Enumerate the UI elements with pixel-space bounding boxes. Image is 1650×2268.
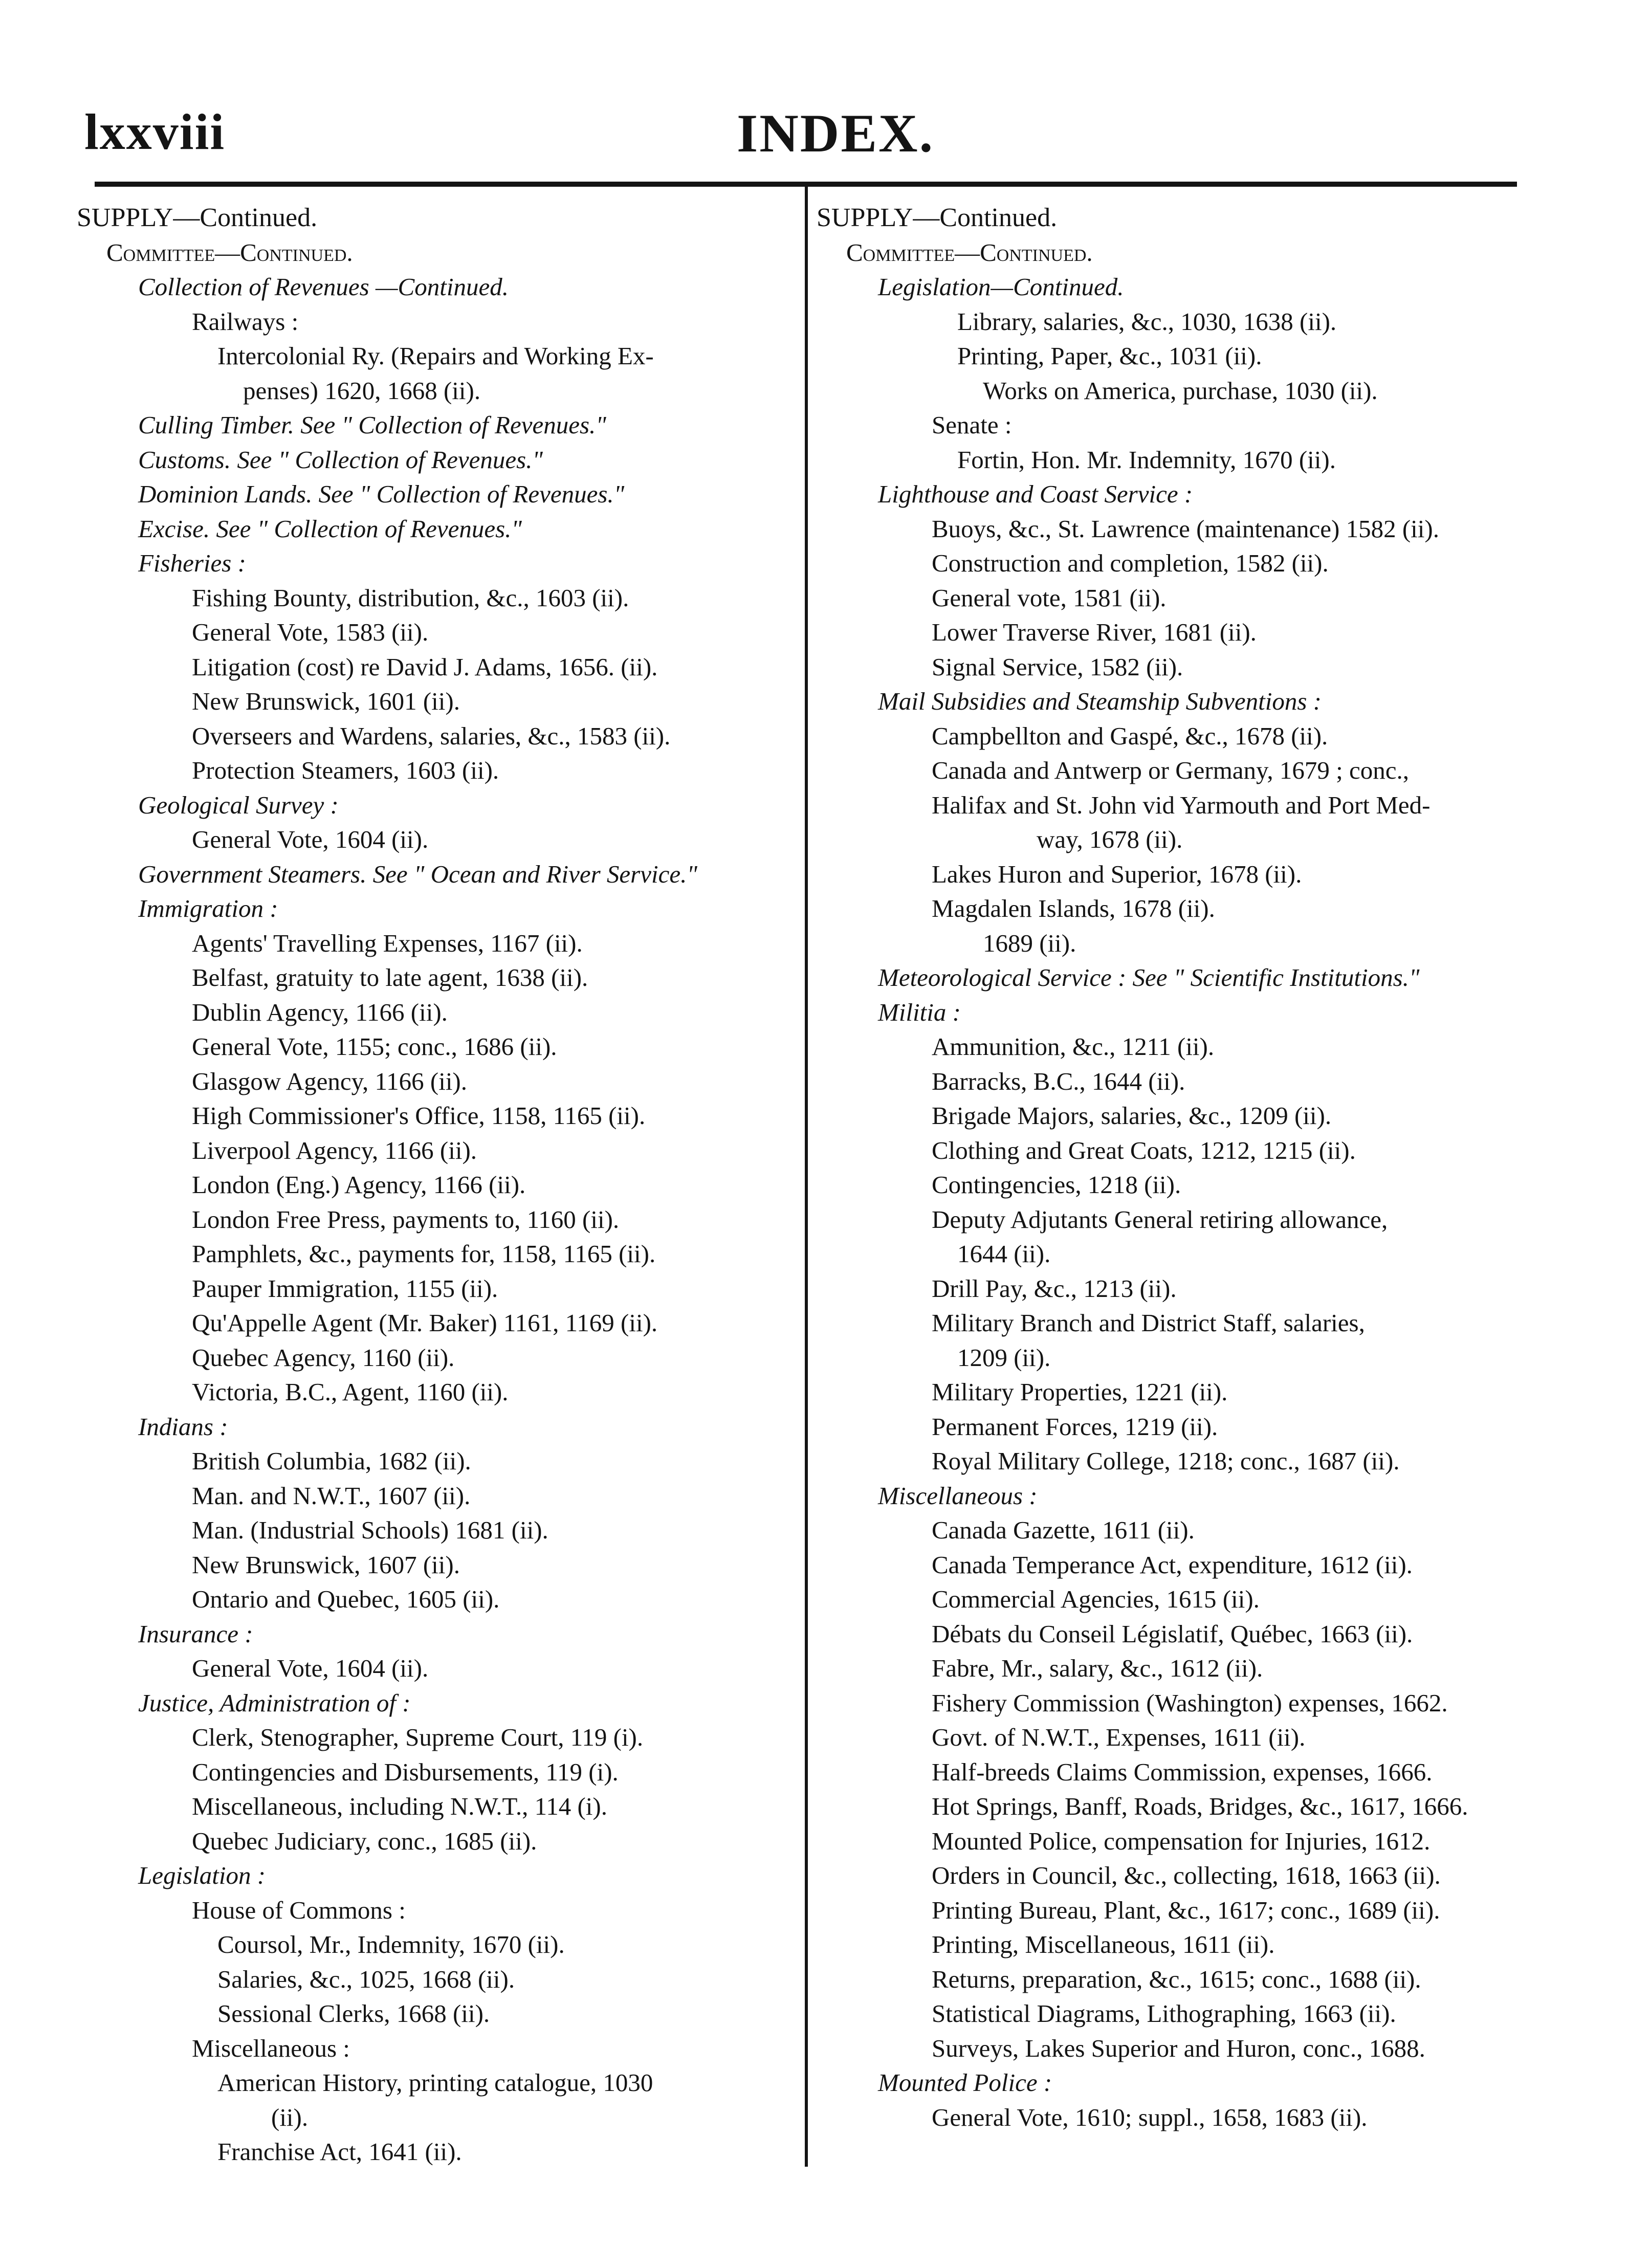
index-line: Pauper Immigration, 1155 (ii). (192, 1274, 498, 1303)
index-line: Committee—Continued. (106, 238, 353, 267)
index-line: Justice, Administration of : (138, 1688, 411, 1717)
index-line: Hot Springs, Banff, Roads, Bridges, &c., 1617, 1666. (932, 1792, 1468, 1820)
index-line: Construction and completion, 1582 (ii). (932, 549, 1329, 577)
index-line: Fisheries : (138, 549, 246, 577)
header-rule (95, 182, 1517, 187)
index-line: Franchise Act, 1641 (ii). (217, 2138, 462, 2166)
index-line: Brigade Majors, salaries, &c., 1209 (ii). (932, 1102, 1332, 1130)
index-line: Coursol, Mr., Indemnity, 1670 (ii). (217, 1930, 565, 1958)
index-line: Military Branch and District Staff, salaries, (932, 1309, 1365, 1337)
index-line: Canada Gazette, 1611 (ii). (932, 1516, 1195, 1544)
index-line: New Brunswick, 1601 (ii). (192, 687, 460, 715)
index-line: Printing, Miscellaneous, 1611 (ii). (932, 1930, 1275, 1958)
index-line: Débats du Conseil Législatif, Québec, 1663 (ii). (932, 1619, 1413, 1648)
index-line: Salaries, &c., 1025, 1668 (ii). (217, 1965, 515, 1993)
index-line: Deputy Adjutants General retiring allowance, (932, 1205, 1388, 1234)
index-line: Fabre, Mr., salary, &c., 1612 (ii). (932, 1654, 1263, 1682)
index-line: Collection of Revenues —Continued. (138, 273, 509, 301)
index-line: 1644 (ii). (957, 1240, 1051, 1268)
index-line: Sessional Clerks, 1668 (ii). (217, 1999, 490, 2028)
index-line: penses) 1620, 1668 (ii). (243, 376, 481, 405)
index-line: Senate : (932, 411, 1012, 439)
index-line: Library, salaries, &c., 1030, 1638 (ii). (957, 307, 1337, 336)
index-line: Lighthouse and Coast Service : (878, 480, 1193, 508)
index-line: British Columbia, 1682 (ii). (192, 1447, 471, 1475)
index-line: General Vote, 1610; suppl., 1658, 1683 (ii). (932, 2103, 1368, 2131)
index-line: SUPPLY—Continued. (77, 203, 318, 232)
index-line: Litigation (cost) re David J. Adams, 1656. (ii). (192, 652, 658, 681)
index-line: Militia : (878, 998, 961, 1026)
index-line: American History, printing catalogue, 1030 (217, 2068, 653, 2097)
index-line: Half-breeds Claims Commission, expenses, 1666. (932, 1757, 1433, 1786)
index-line: 1209 (ii). (957, 1343, 1051, 1372)
index-line: Canada Temperance Act, expenditure, 1612 (ii). (932, 1550, 1413, 1579)
index-line: Dominion Lands. See " Collection of Revenues." (138, 480, 625, 508)
index-line: Intercolonial Ry. (Repairs and Working Ex- (217, 342, 654, 370)
index-line: London Free Press, payments to, 1160 (ii). (192, 1205, 620, 1234)
index-line: Surveys, Lakes Superior and Huron, conc., 1688. (932, 2034, 1425, 2062)
index-line: Meteorological Service : See " Scientific Institutions." (878, 963, 1420, 992)
index-line: Buoys, &c., St. Lawrence (maintenance) 1582 (ii). (932, 514, 1439, 543)
index-line: Qu'Appelle Agent (Mr. Baker) 1161, 1169 (ii). (192, 1309, 658, 1337)
index-line: Contingencies and Disbursements, 119 (i). (192, 1757, 619, 1786)
index-line: Magdalen Islands, 1678 (ii). (932, 894, 1215, 922)
page-number: lxxviii (84, 103, 226, 160)
index-line: Royal Military College, 1218; conc., 1687 (ii). (932, 1447, 1400, 1475)
index-line: Clerk, Stenographer, Supreme Court, 119 (i). (192, 1723, 644, 1751)
index-line: Man. (Industrial Schools) 1681 (ii). (192, 1516, 548, 1544)
index-line: Victoria, B.C., Agent, 1160 (ii). (192, 1378, 509, 1406)
index-line: Ontario and Quebec, 1605 (ii). (192, 1585, 500, 1613)
index-line: Government Steamers. See " Ocean and River Service." (138, 860, 697, 888)
index-line: Immigration : (138, 894, 278, 922)
index-line: Govt. of N.W.T., Expenses, 1611 (ii). (932, 1723, 1306, 1751)
index-line: Printing, Paper, &c., 1031 (ii). (957, 342, 1262, 370)
index-line: 1689 (ii). (983, 929, 1076, 957)
index-line: Overseers and Wardens, salaries, &c., 1583 (ii). (192, 721, 671, 750)
index-line: Indians : (138, 1412, 228, 1441)
index-line: Mail Subsidies and Steamship Subventions : (878, 687, 1322, 715)
index-line: Miscellaneous : (192, 2034, 350, 2062)
index-line: Customs. See " Collection of Revenues." (138, 445, 543, 474)
index-line: (ii). (271, 2103, 309, 2131)
index-line: Printing Bureau, Plant, &c., 1617; conc., 1689 (ii). (932, 1896, 1440, 1924)
index-line: Agents' Travelling Expenses, 1167 (ii). (192, 929, 583, 957)
index-line: Liverpool Agency, 1166 (ii). (192, 1136, 477, 1164)
index-line: Quebec Agency, 1160 (ii). (192, 1343, 455, 1372)
index-line: Pamphlets, &c., payments for, 1158, 1165 (ii). (192, 1240, 656, 1268)
index-line: Committee—Continued. (846, 238, 1093, 267)
index-line: General Vote, 1604 (ii). (192, 825, 429, 853)
index-line: General Vote, 1604 (ii). (192, 1654, 429, 1682)
index-line: Glasgow Agency, 1166 (ii). (192, 1067, 467, 1095)
index-line: Railways : (192, 307, 299, 336)
index-line: Man. and N.W.T., 1607 (ii). (192, 1481, 471, 1510)
index-line: Excise. See " Collection of Revenues." (138, 514, 522, 543)
index-line: Miscellaneous, including N.W.T., 114 (i). (192, 1792, 607, 1820)
index-line: Permanent Forces, 1219 (ii). (932, 1412, 1218, 1441)
index-line: Dublin Agency, 1166 (ii). (192, 998, 448, 1026)
right-column (817, 201, 1543, 2134)
index-line: Quebec Judiciary, conc., 1685 (ii). (192, 1826, 537, 1855)
index-line: Fishery Commission (Washington) expenses, 1662. (932, 1688, 1448, 1717)
index-line: Lakes Huron and Superior, 1678 (ii). (932, 860, 1302, 888)
index-line: Returns, preparation, &c., 1615; conc., 1688 (ii). (932, 1965, 1421, 1993)
index-line: Signal Service, 1582 (ii). (932, 652, 1183, 681)
index-line: Military Properties, 1221 (ii). (932, 1378, 1228, 1406)
index-line: Geological Survey : (138, 790, 339, 819)
index-line: Fishing Bounty, distribution, &c., 1603 (ii). (192, 583, 629, 612)
index-line: Mounted Police : (878, 2068, 1052, 2097)
index-line: Ammunition, &c., 1211 (ii). (932, 1032, 1215, 1061)
index-line: Canada and Antwerp or Germany, 1679 ; conc., (932, 756, 1409, 784)
index-line: Legislation : (138, 1861, 266, 1889)
index-line: Orders in Council, &c., collecting, 1618, 1663 (ii). (932, 1861, 1441, 1889)
index-line: SUPPLY—Continued. (817, 203, 1058, 232)
index-line: Contingencies, 1218 (ii). (932, 1171, 1181, 1199)
index-line: Fortin, Hon. Mr. Indemnity, 1670 (ii). (957, 445, 1336, 474)
index-line: Insurance : (138, 1619, 253, 1648)
column-divider (805, 187, 808, 2167)
index-line: London (Eng.) Agency, 1166 (ii). (192, 1171, 526, 1199)
index-line: House of Commons : (192, 1896, 406, 1924)
index-line: Lower Traverse River, 1681 (ii). (932, 618, 1257, 646)
index-line: way, 1678 (ii). (1037, 825, 1183, 853)
index-line: High Commissioner's Office, 1158, 1165 (ii). (192, 1102, 646, 1130)
index-line: Barracks, B.C., 1644 (ii). (932, 1067, 1185, 1095)
page-title: INDEX. (737, 103, 935, 163)
index-line: New Brunswick, 1607 (ii). (192, 1550, 460, 1579)
index-line: Mounted Police, compensation for Injuries, 1612. (932, 1826, 1431, 1855)
index-line: Belfast, gratuity to late agent, 1638 (ii). (192, 963, 588, 992)
index-line: Clothing and Great Coats, 1212, 1215 (ii). (932, 1136, 1356, 1164)
index-line: Miscellaneous : (878, 1481, 1038, 1510)
index-line: Legislation—Continued. (878, 273, 1124, 301)
index-line: Statistical Diagrams, Lithographing, 1663 (ii). (932, 1999, 1396, 2028)
index-line: General Vote, 1583 (ii). (192, 618, 429, 646)
index-line: Halifax and St. John vid Yarmouth and Port Med- (932, 790, 1431, 819)
index-line: Commercial Agencies, 1615 (ii). (932, 1585, 1260, 1613)
left-column (77, 201, 798, 2169)
index-line: Culling Timber. See " Collection of Revenues." (138, 411, 606, 439)
index-line: Campbellton and Gaspé, &c., 1678 (ii). (932, 721, 1328, 750)
index-line: Drill Pay, &c., 1213 (ii). (932, 1274, 1177, 1303)
index-line: Protection Steamers, 1603 (ii). (192, 756, 499, 784)
index-line: General vote, 1581 (ii). (932, 583, 1167, 612)
index-line: Works on America, purchase, 1030 (ii). (983, 376, 1378, 405)
index-line: General Vote, 1155; conc., 1686 (ii). (192, 1032, 557, 1061)
